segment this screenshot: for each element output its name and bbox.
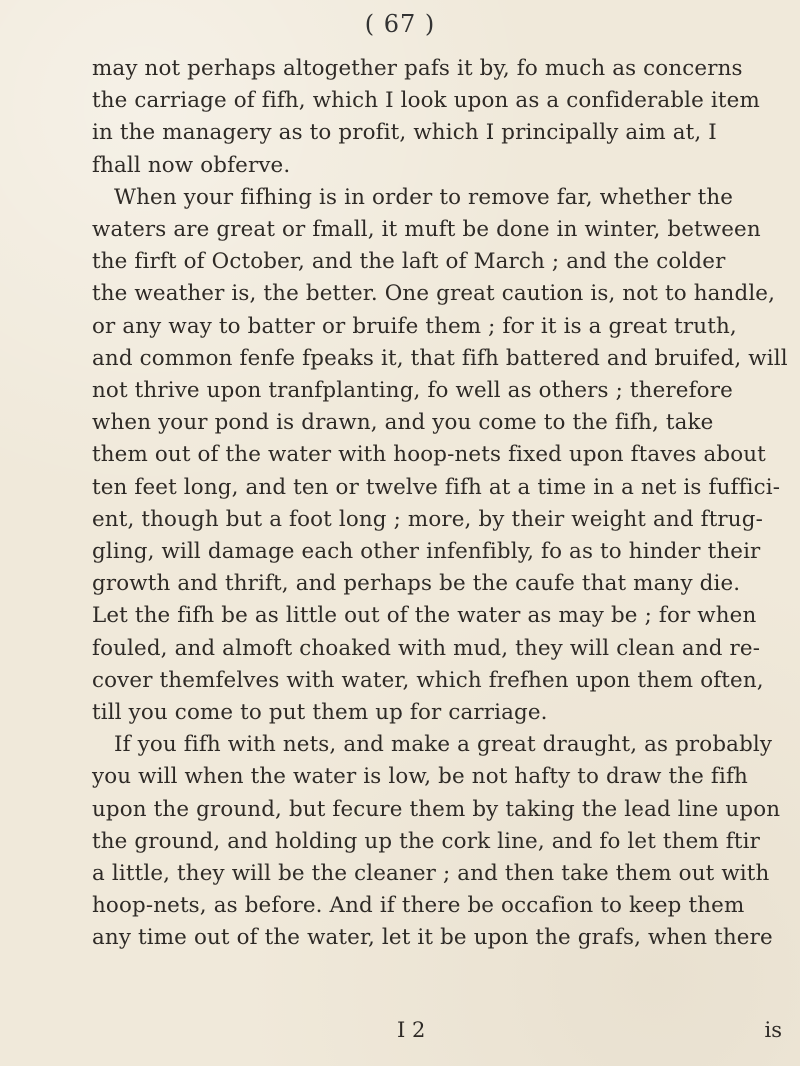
text-line: the weather is, the better. One great caution is, not to handle, (92, 281, 776, 307)
text-line: the ground, and holding up the cork line, and fo let them ftir (92, 828, 760, 854)
catchword: is (764, 1018, 782, 1042)
text-line: any time out of the water, let it be upon the grafs, when there (92, 925, 773, 951)
text-line: may not perhaps altogether pafs it by, fo much as concerns (92, 56, 743, 81)
text-line: growth and thrift, and perhaps be the caufe that many die. (92, 571, 741, 597)
text-line: hoop-nets, as before. And if there be occafion to keep them (92, 893, 745, 919)
text-line: till you come to put them up for carriage. (92, 700, 548, 726)
text-line: them out of the water with hoop-nets fixed upon ftaves about (92, 442, 766, 468)
text-line: when your pond is drawn, and you come to the fifh, take (92, 410, 714, 436)
text-line: cover themfelves with water, which frefhen upon them often, (92, 667, 764, 693)
text-line: and common fenfe fpeaks it, that fifh battered and bruifed, will (92, 345, 788, 371)
text-line: Let the fifh be as little out of the water as may be ; for when (92, 603, 757, 629)
text-line: When your fifhing is in order to remove far, whether the (114, 184, 734, 210)
text-line: If you fifh with nets, and make a great draught, as probably (114, 732, 773, 758)
text-line: in the managery as to profit, which I principally aim at, I (92, 120, 717, 146)
text-line: ten feet long, and ten or twelve fifh at a time in a net is fuffici- (92, 474, 781, 500)
text-line: upon the ground, but fecure them by taking the lead line upon (92, 796, 781, 822)
text-line: a little, they will be the cleaner ; and then take them out with (92, 861, 770, 887)
page-footer (92, 1018, 782, 1052)
signature-mark: I 2 (397, 1018, 426, 1042)
text-line: the carriage of fifh, which I look upon as a confiderable item (92, 88, 760, 114)
text-line: fouled, and almoft choaked with mud, they will clean and re- (92, 635, 761, 661)
text-line: gling, will damage each other infenfibly, fo as to hinder their (92, 539, 761, 565)
text-line: you will when the water is low, be not hafty to draw the fifh (92, 764, 748, 790)
text-line: waters are great or fmall, it muft be done in winter, between (92, 217, 761, 243)
text-line: not thrive upon tranfplanting, fo well as others ; therefore (92, 378, 733, 404)
body-text (92, 53, 788, 955)
text-line: or any way to batter or bruife them ; for it is a great truth, (92, 313, 737, 339)
text-line: the firft of October, and the laft of March ; and the colder (92, 249, 726, 275)
page-number-header: ( 67 ) (364, 10, 436, 38)
text-line: fhall now obferve. (92, 152, 291, 178)
text-line: ent, though but a foot long ; more, by their weight and ftrug- (92, 506, 763, 532)
